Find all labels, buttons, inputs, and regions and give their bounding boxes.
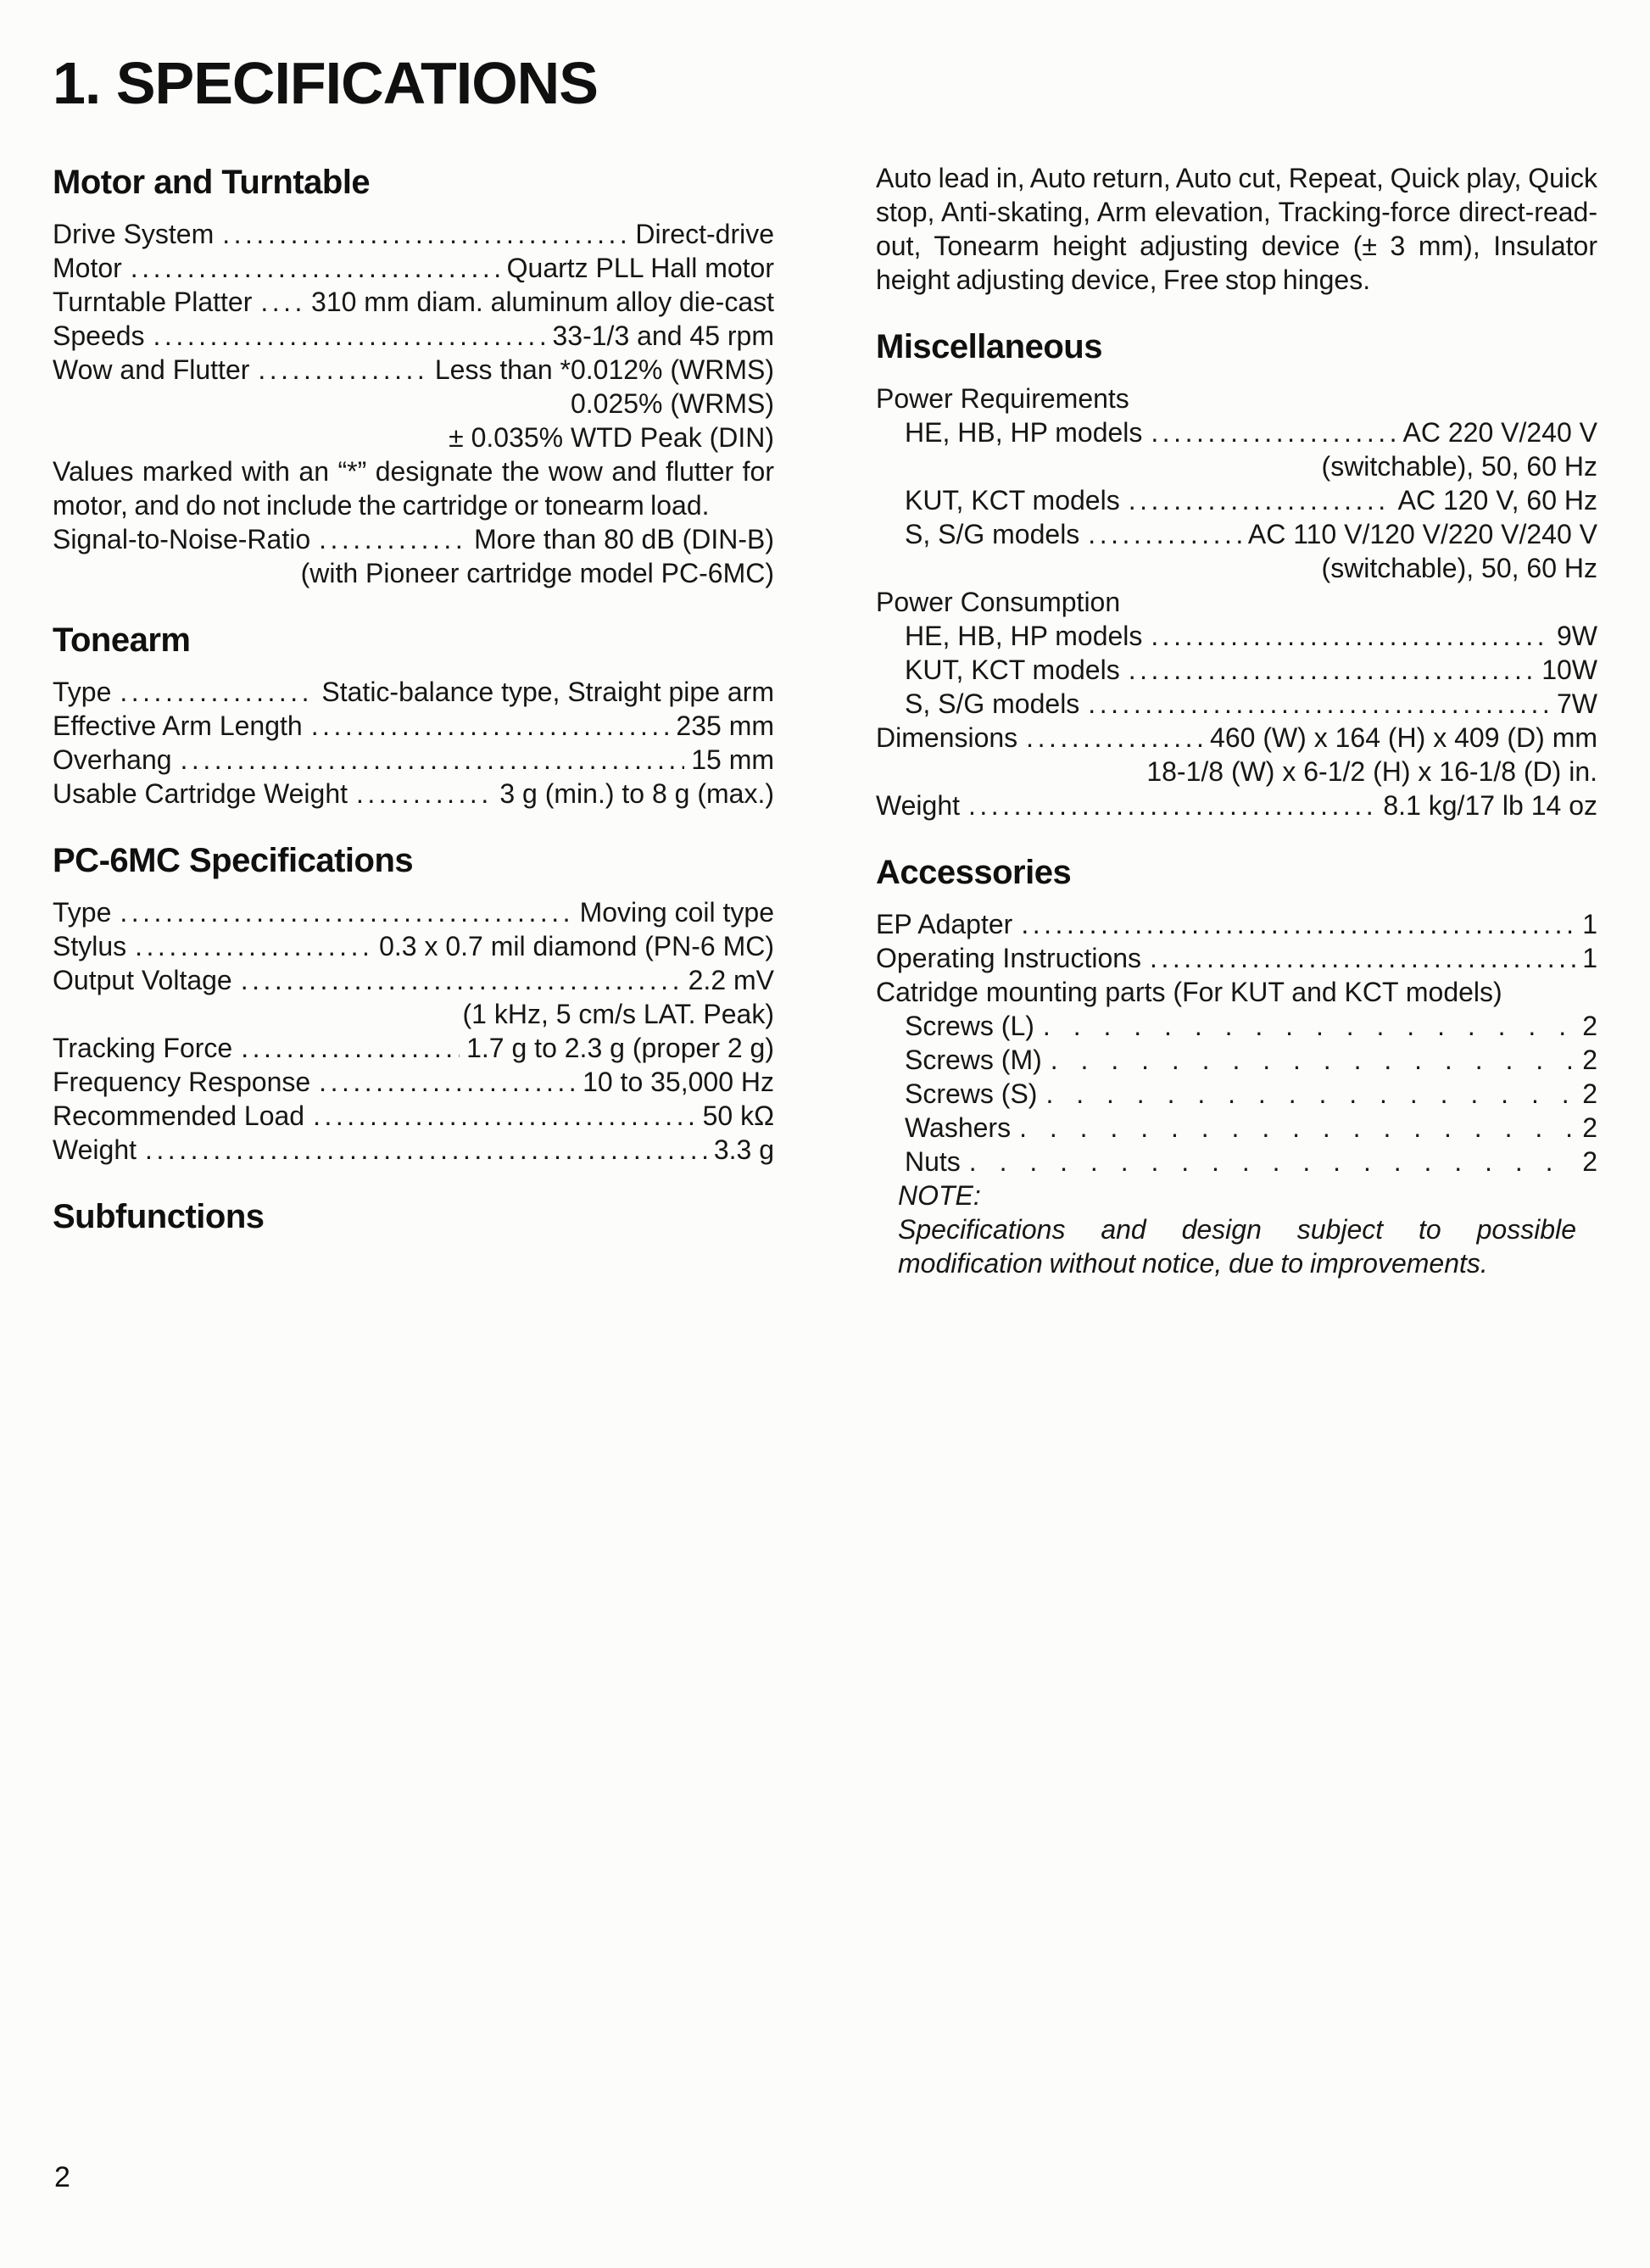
dot-leader (241, 1031, 460, 1065)
spec-label: Screws (L) (905, 1011, 1034, 1041)
dot-leader (222, 217, 628, 251)
spec-value: 460 (W) x 164 (H) x 409 (D) mm (1210, 722, 1597, 753)
spec-label: Dimensions (876, 722, 1018, 753)
spec-label: Weight (53, 1134, 137, 1165)
spec-label: Effective Arm Length (53, 710, 303, 741)
spec-value: Less than *0.012% (WRMS) (434, 354, 774, 385)
spec-label: KUT, KCT models (905, 655, 1120, 685)
spec-value: 10W (1541, 655, 1597, 685)
spec-row (876, 789, 1597, 822)
spec-row (53, 675, 774, 709)
section (876, 161, 1597, 297)
dot-leader (1151, 415, 1396, 449)
dot-leader (1051, 1043, 1575, 1077)
spec-row (876, 415, 1597, 449)
dot-leader (120, 895, 572, 929)
spec-label: EP Adapter (876, 909, 1013, 939)
spec-label: Recommended Load (53, 1101, 305, 1131)
spec-row (53, 777, 774, 811)
dot-leader (311, 709, 670, 743)
spec-value-continuation: (1 kHz, 5 cm/s LAT. Peak) (462, 999, 774, 1029)
dot-leader (969, 1145, 1575, 1179)
spec-value: 1 (1582, 943, 1597, 973)
dot-leader (319, 1065, 576, 1099)
spec-label: Tracking Force (53, 1033, 233, 1063)
spec-row (53, 709, 774, 743)
spec-value: 15 mm (691, 744, 774, 775)
spec-label: Screws (S) (905, 1078, 1038, 1109)
spec-value: 2 (1582, 1045, 1597, 1075)
spec-value: 7W (1557, 688, 1597, 719)
spec-row (876, 1145, 1597, 1179)
spec-label: HE, HB, HP models (905, 417, 1143, 448)
spec-row (876, 1111, 1597, 1145)
spec-value-continuation: (switchable), 50, 60 Hz (1321, 553, 1597, 583)
dot-leader (1019, 1111, 1575, 1145)
section (53, 1195, 774, 1238)
spec-value: 235 mm (676, 710, 774, 741)
section-heading: Subfunctions (53, 1198, 265, 1235)
spec-value: AC 120 V, 60 Hz (1397, 485, 1597, 515)
dot-leader (1021, 907, 1575, 941)
group-label: Power Requirements (876, 383, 1129, 414)
spec-value-continuation: 18-1/8 (W) x 6-1/2 (H) x 16-1/8 (D) in. (1146, 756, 1597, 787)
spec-row (53, 1031, 774, 1065)
spec-label: Nuts (905, 1146, 961, 1177)
section (53, 161, 774, 590)
spec-value: Direct-drive (635, 219, 774, 249)
dot-leader (1150, 941, 1575, 975)
spec-row (53, 1133, 774, 1167)
page-title: 1. SPECIFICATIONS (53, 50, 598, 116)
section (53, 839, 774, 1167)
spec-value-continuation: ± 0.035% WTD Peak (DIN) (449, 422, 774, 453)
section (876, 326, 1597, 822)
section-heading: PC-6MC Specifications (53, 842, 414, 879)
dot-leader (1151, 619, 1550, 653)
spec-value: AC 220 V/240 V (1402, 417, 1597, 448)
dot-leader (1088, 687, 1550, 721)
spec-row (53, 895, 774, 929)
spec-value: 0.3 x 0.7 mil diamond (PN-6 MC) (379, 931, 774, 961)
section-heading: Tonearm (53, 621, 191, 659)
spec-value: 2.2 mV (688, 965, 774, 995)
spec-row (53, 217, 774, 251)
spec-value: 2 (1582, 1146, 1597, 1177)
spec-value: 10 to 35,000 Hz (583, 1067, 774, 1097)
spec-value-continuation: (with Pioneer cartridge model PC-6MC) (300, 558, 774, 588)
spec-label: Motor (53, 253, 122, 283)
spec-label: Weight (876, 790, 961, 821)
spec-value: AC 110 V/120 V/220 V/240 V (1247, 519, 1597, 549)
spec-label: HE, HB, HP models (905, 621, 1143, 651)
spec-label: S, S/G models (905, 519, 1080, 549)
spec-row (53, 963, 774, 997)
spec-label: KUT, KCT models (905, 485, 1120, 515)
spec-row (876, 907, 1597, 941)
spec-value: More than 80 dB (DIN-B) (474, 524, 774, 554)
section (53, 619, 774, 811)
spec-row (53, 522, 774, 556)
spec-row (876, 941, 1597, 975)
column-left (53, 161, 774, 1251)
dot-leader (356, 777, 493, 811)
spec-value: 33-1/3 and 45 rpm (552, 320, 774, 351)
spec-value: 8.1 kg/17 lb 14 oz (1383, 790, 1597, 821)
spec-row (876, 483, 1597, 517)
dot-leader (260, 285, 304, 319)
spec-label: Wow and Flutter (53, 354, 250, 385)
spec-row (53, 285, 774, 319)
spec-row (53, 1099, 774, 1133)
spec-value: 3 g (min.) to 8 g (max.) (499, 778, 774, 809)
spec-value-continuation: (switchable), 50, 60 Hz (1321, 451, 1597, 482)
dot-leader (1043, 1009, 1575, 1043)
spec-row (876, 687, 1597, 721)
dot-leader (1088, 517, 1241, 551)
column-right (876, 161, 1597, 1280)
dot-leader (1129, 483, 1391, 517)
spec-label: S, S/G models (905, 688, 1080, 719)
spec-label: Turntable Platter (53, 287, 253, 317)
spec-row (53, 929, 774, 963)
spec-row (876, 619, 1597, 653)
spec-label: Washers (905, 1112, 1012, 1143)
spec-row (876, 721, 1597, 755)
spec-row (53, 319, 774, 353)
dot-leader (135, 929, 372, 963)
spec-label: Type (53, 677, 112, 707)
two-column-layout (53, 161, 1597, 1280)
spec-label: Operating Instructions (876, 943, 1142, 973)
dot-leader (181, 743, 685, 777)
spec-row (53, 743, 774, 777)
group-label: Catridge mounting parts (For KUT and KCT models) (876, 977, 1502, 1007)
section-heading: Motor and Turntable (53, 164, 371, 201)
spec-label: Screws (M) (905, 1045, 1042, 1075)
spec-row (876, 1077, 1597, 1111)
dot-leader (153, 319, 546, 353)
spec-label: Usable Cartridge Weight (53, 778, 348, 809)
spec-row (53, 251, 774, 285)
page-content (53, 49, 1597, 1280)
spec-label: Signal-to-Noise-Ratio (53, 524, 311, 554)
spec-label: Frequency Response (53, 1067, 311, 1097)
section-heading: Accessories (876, 854, 1072, 891)
note-text: Specifications and design subject to possible modification without notice, due to improvements. (898, 1214, 1576, 1279)
dot-leader (1026, 721, 1203, 755)
spec-value: 9W (1557, 621, 1597, 651)
section-heading: Miscellaneous (876, 328, 1102, 365)
spec-row (53, 1065, 774, 1099)
spec-label: Drive System (53, 219, 215, 249)
spec-value: Quartz PLL Hall motor (506, 253, 774, 283)
paragraph: Auto lead in, Auto return, Auto cut, Repeat, Quick play, Quick stop, Anti-skating, Arm elevation, Tracking-force direct-read-out, Tonearm height adjusting device (± 3 mm), Insulator height adjusting device, Free stop hinges. (876, 163, 1597, 295)
spec-row (876, 653, 1597, 687)
dot-leader (145, 1133, 707, 1167)
dot-leader (1129, 653, 1536, 687)
dot-leader (1045, 1077, 1575, 1111)
dot-leader (131, 251, 500, 285)
dot-leader (120, 675, 315, 709)
spec-row (876, 517, 1597, 551)
spec-value: 1 (1582, 909, 1597, 939)
group-label: Power Consumption (876, 587, 1121, 617)
spec-value: 3.3 g (713, 1134, 774, 1165)
note-label: NOTE: (898, 1180, 981, 1211)
dot-leader (968, 789, 1376, 822)
spec-value: 2 (1582, 1112, 1597, 1143)
spec-row (53, 353, 774, 387)
dot-leader (241, 963, 682, 997)
spec-value: Moving coil type (579, 897, 774, 928)
spec-label: Output Voltage (53, 965, 232, 995)
spec-value-continuation: 0.025% (WRMS) (570, 388, 774, 419)
paragraph: Values marked with an “*” designate the wow and flutter for motor, and do not include the cartridge or tonearm load. (53, 456, 774, 521)
spec-label: Type (53, 897, 112, 928)
dot-leader (313, 1099, 696, 1133)
spec-label: Speeds (53, 320, 145, 351)
dot-leader (319, 522, 467, 556)
spec-value: 1.7 g to 2.3 g (proper 2 g) (466, 1033, 774, 1063)
spec-row (876, 1009, 1597, 1043)
page-number: 2 (54, 2161, 70, 2193)
section (876, 851, 1597, 1280)
spec-value: 2 (1582, 1011, 1597, 1041)
spec-value: Static-balance type, Straight pipe arm (321, 677, 774, 707)
spec-row (876, 1043, 1597, 1077)
dot-leader (258, 353, 427, 387)
spec-label: Overhang (53, 744, 172, 775)
spec-value: 310 mm diam. aluminum alloy die-cast (311, 287, 774, 317)
spec-value: 2 (1582, 1078, 1597, 1109)
spec-value: 50 kΩ (702, 1101, 774, 1131)
spec-label: Stylus (53, 931, 127, 961)
